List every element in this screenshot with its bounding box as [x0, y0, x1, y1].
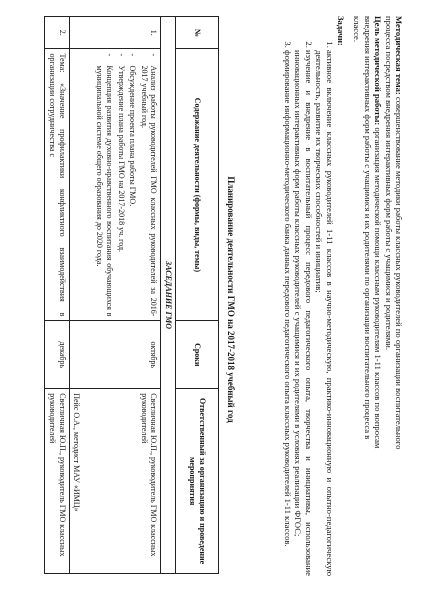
goal [373, 16, 383, 576]
tasks-list [283, 16, 335, 576]
row-responsible [69, 389, 161, 574]
header-term: Сроки [176, 321, 219, 389]
responsible-2: Пейс О.А., методист МАУ «ИМЦ» [72, 393, 82, 512]
header-num: № [176, 17, 219, 49]
task-item: 3. формирование информационно-методического банка данных передового педагогического опыта классных руководителей 1-11 классов. [283, 50, 293, 576]
table-header-row [176, 17, 219, 574]
method-theme [394, 16, 404, 576]
row-responsible: Светличная Ю.П., руководитель ГМО классных руководителей [45, 389, 69, 574]
responsible-1: Светличная Ю.П., руководитель ГМО классных руководителей [139, 393, 159, 557]
goal-label: Цель методической работы: [373, 16, 384, 126]
row-term: октябрь [69, 321, 161, 389]
content-item: - Обсуждение проекта плана работы ГМО. [128, 53, 138, 207]
method-theme-label: Методическая тема: [394, 16, 404, 95]
table-row [69, 17, 161, 574]
method-theme-text-1: совершенствование методики работы классных руководителей по организации воспитательного [394, 96, 404, 450]
content-item: - Утверждение плана работы ГМО на 2017-2018 уч. год. [116, 53, 126, 253]
task-item: 2. изучение и внедрение в воспитательный процесс передового педагогического опыта, творчества и инициативы, использование инновационных интерактивных форм работы классных руководителей с учащимися и их родителями в условиях реализации ФГОС; [293, 50, 314, 576]
section-title: ЗАСЕДАНИЕ ГМО [161, 17, 176, 574]
section-row [161, 17, 176, 574]
task-item: 1. активное включение классных руководителей 1-11 классов в научно-методическую, практико-инновационную и опытно-педагогическую деятельность, развитие их творческих способностей и инициатив; [314, 50, 335, 576]
header-content: Содержание деятельности (формы, виды, темы) [176, 49, 219, 321]
goal-text-2: внедрения интерактивных форм работы с учащимися и их родителями по организации воспитательного процесса в [362, 16, 373, 440]
plan-title: Планирование деятельности ГМО на 2017-2018 учебный год [226, 176, 236, 423]
tasks-label: Задачи: [335, 16, 346, 46]
row-num: 2. [45, 17, 69, 49]
content-item: - Концепция развития духовно-нравственного воспитания обучающихся в муниципальной системе общего образования до 2020 года. [95, 53, 115, 317]
row-term: декабрь [45, 321, 69, 389]
row-num: 1. [69, 17, 161, 49]
row-content [69, 49, 161, 321]
header-responsible: Ответственный за организацию и проведение мероприятия [176, 389, 219, 574]
content-item: - Анализ работы руководителей ГМО классных руководителей за 2016-2017 учебный год. [139, 53, 159, 317]
goal-text-3: классе. [352, 16, 363, 42]
row-content: Тема: «Значение профилактики конфликтного взаимодействия в организации сотрудничества с [45, 49, 69, 321]
goal-text-1: организация методической помощи классным руководителям 1-11 классов по вопросам [373, 127, 384, 449]
plan-table [44, 16, 219, 574]
intro-block [283, 16, 404, 576]
method-theme-text-2: процесса посредством внедрения интерактивных форм работы с учащимися и родителями. [383, 16, 394, 351]
table-row [45, 17, 69, 574]
